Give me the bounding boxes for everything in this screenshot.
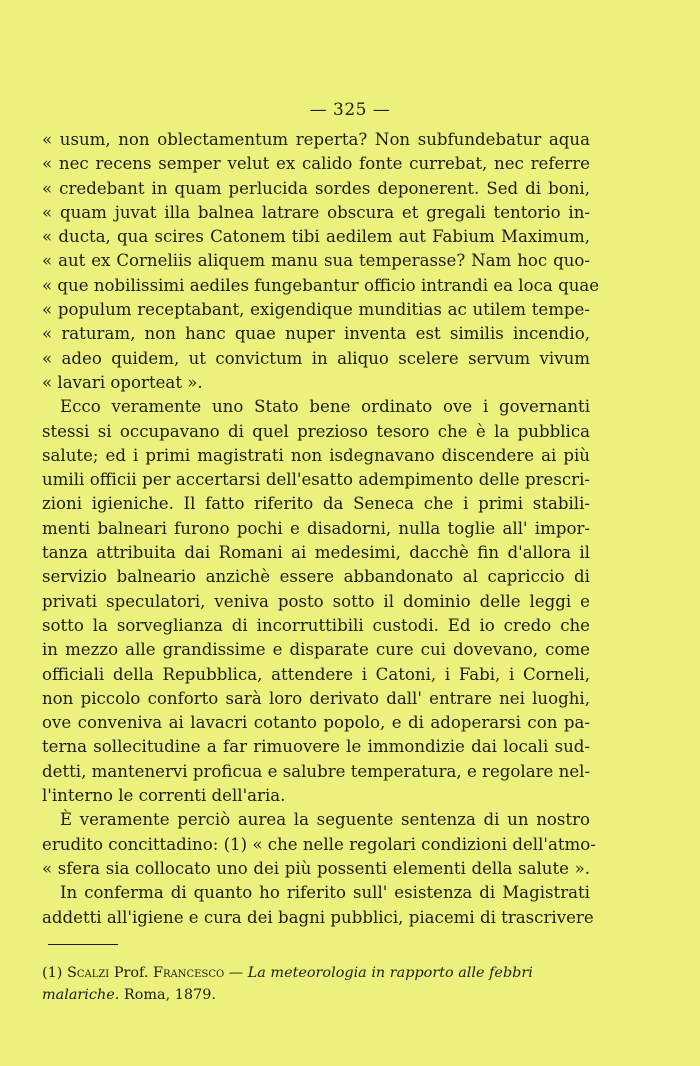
footnote-work-title: La meteorologia in rapporto alle febbri [247,965,533,981]
body-text [42,128,600,930]
text-line: « usum, non oblectamentum reperta? Non subfundebatur aqua [42,130,590,149]
footnote-place-year: Roma, 1879. [123,987,216,1003]
text-line: privati speculatori, veniva posto sotto il dominio delle leggi e [42,591,590,611]
text-line: l'interno le correnti dell'aria. [42,786,286,806]
footnote [42,962,590,1006]
text-line: « lavari oporteat ». [42,372,203,392]
text-line: « ducta, qua scires Catonem tibi aedilem aut Fabium Maximum, [42,227,590,247]
text-line: « nec recens semper velut ex calido fonte currebat, nec referre [42,154,590,174]
text-line: terna sollecitudine a far rimuovere le immondizie dai locali sud- [42,737,590,757]
text-line: « credebant in quam perlucida sordes deponerent. Sed di boni, [42,178,590,198]
footnote-line [42,962,590,984]
text-line: ove conveniva ai lavacri cotanto popolo, e di adoperarsi con pa- [42,713,590,733]
text-line: stessi si occupavano di quel prezioso tesoro che è la pubblica [42,421,590,441]
text-line: È veramente perciò aurea la seguente sentenza di un nostro [60,810,590,830]
text-line: « quam juvat illa balnea latrare obscura et gregali tentorio in- [42,202,590,222]
text-line: « sfera sia collocato uno dei più possenti elementi della salute ». [42,858,590,878]
text-line: « raturam, non hanc quae nuper inventa est similis incendio, [42,324,590,344]
text-line: In conferma di quanto ho riferito sull' esistenza di Magistrati [60,883,590,903]
text-line: addetti all'igiene e cura dei bagni pubblici, piacemi di trascrivere [42,907,594,927]
text-line: umili officii per accertarsi dell'esatto adempimento delle prescri- [42,470,590,490]
footnote-separator [48,944,118,945]
text-line: sotto la sorveglianza di incorruttibili custodi. Ed io credo che [42,615,590,635]
footnote-author-surname: Scalzi [66,965,110,981]
text-line: detti, mantenervi proficua e salubre temperatura, e regolare nel- [42,761,591,781]
footnote-dash: — [228,965,244,981]
footnote-author-name: Francesco [153,965,225,981]
text-line: « aut ex Corneliis aliquem manu sua temperasse? Nam hoc quo- [42,251,590,271]
text-line: « adeo quidem, ut convictum in aliquo scelere servum vivum [42,348,590,368]
text-line: menti balneari furono pochi e disadorni, nulla toglie all' impor- [42,518,590,538]
text-line: officiali della Repubblica, attendere i Catoni, i Fabi, i Corneli, [42,664,590,684]
text-line: erudito concittadino: (1) « che nelle regolari condizioni dell'atmo- [42,834,596,854]
text-line: « que nobilissimi aediles fungebantur officio intrandi ea loca quae [42,275,600,295]
text-line: Ecco veramente uno Stato bene ordinato ove i governanti [60,397,590,417]
text-line: servizio balneario anzichè essere abbandonato al capriccio di [42,567,590,587]
footnote-author-title: Prof. [113,965,149,981]
footnote-work-title-cont: malariche. [42,987,120,1003]
text-line: tanza attribuita dai Romani ai medesimi, dacchè fin d'allora il [42,543,590,563]
text-line: non piccolo conforto sarà loro derivato dall' entrare nei luoghi, [42,688,590,708]
footnote-marker: (1) [42,965,63,981]
text-line: « populum receptabant, exigendique munditias ac utilem tempe- [42,300,590,320]
text-line: in mezzo alle grandissime e disparate cure cui dovevano, come [42,640,590,660]
page-number: — 325 — [309,100,391,120]
text-line: salute; ed i primi magistrati non isdegnavano discendere ai più [42,445,590,465]
text-line: zioni igieniche. Il fatto riferito da Seneca che i primi stabili- [42,494,590,514]
footnote-line [42,984,590,1006]
